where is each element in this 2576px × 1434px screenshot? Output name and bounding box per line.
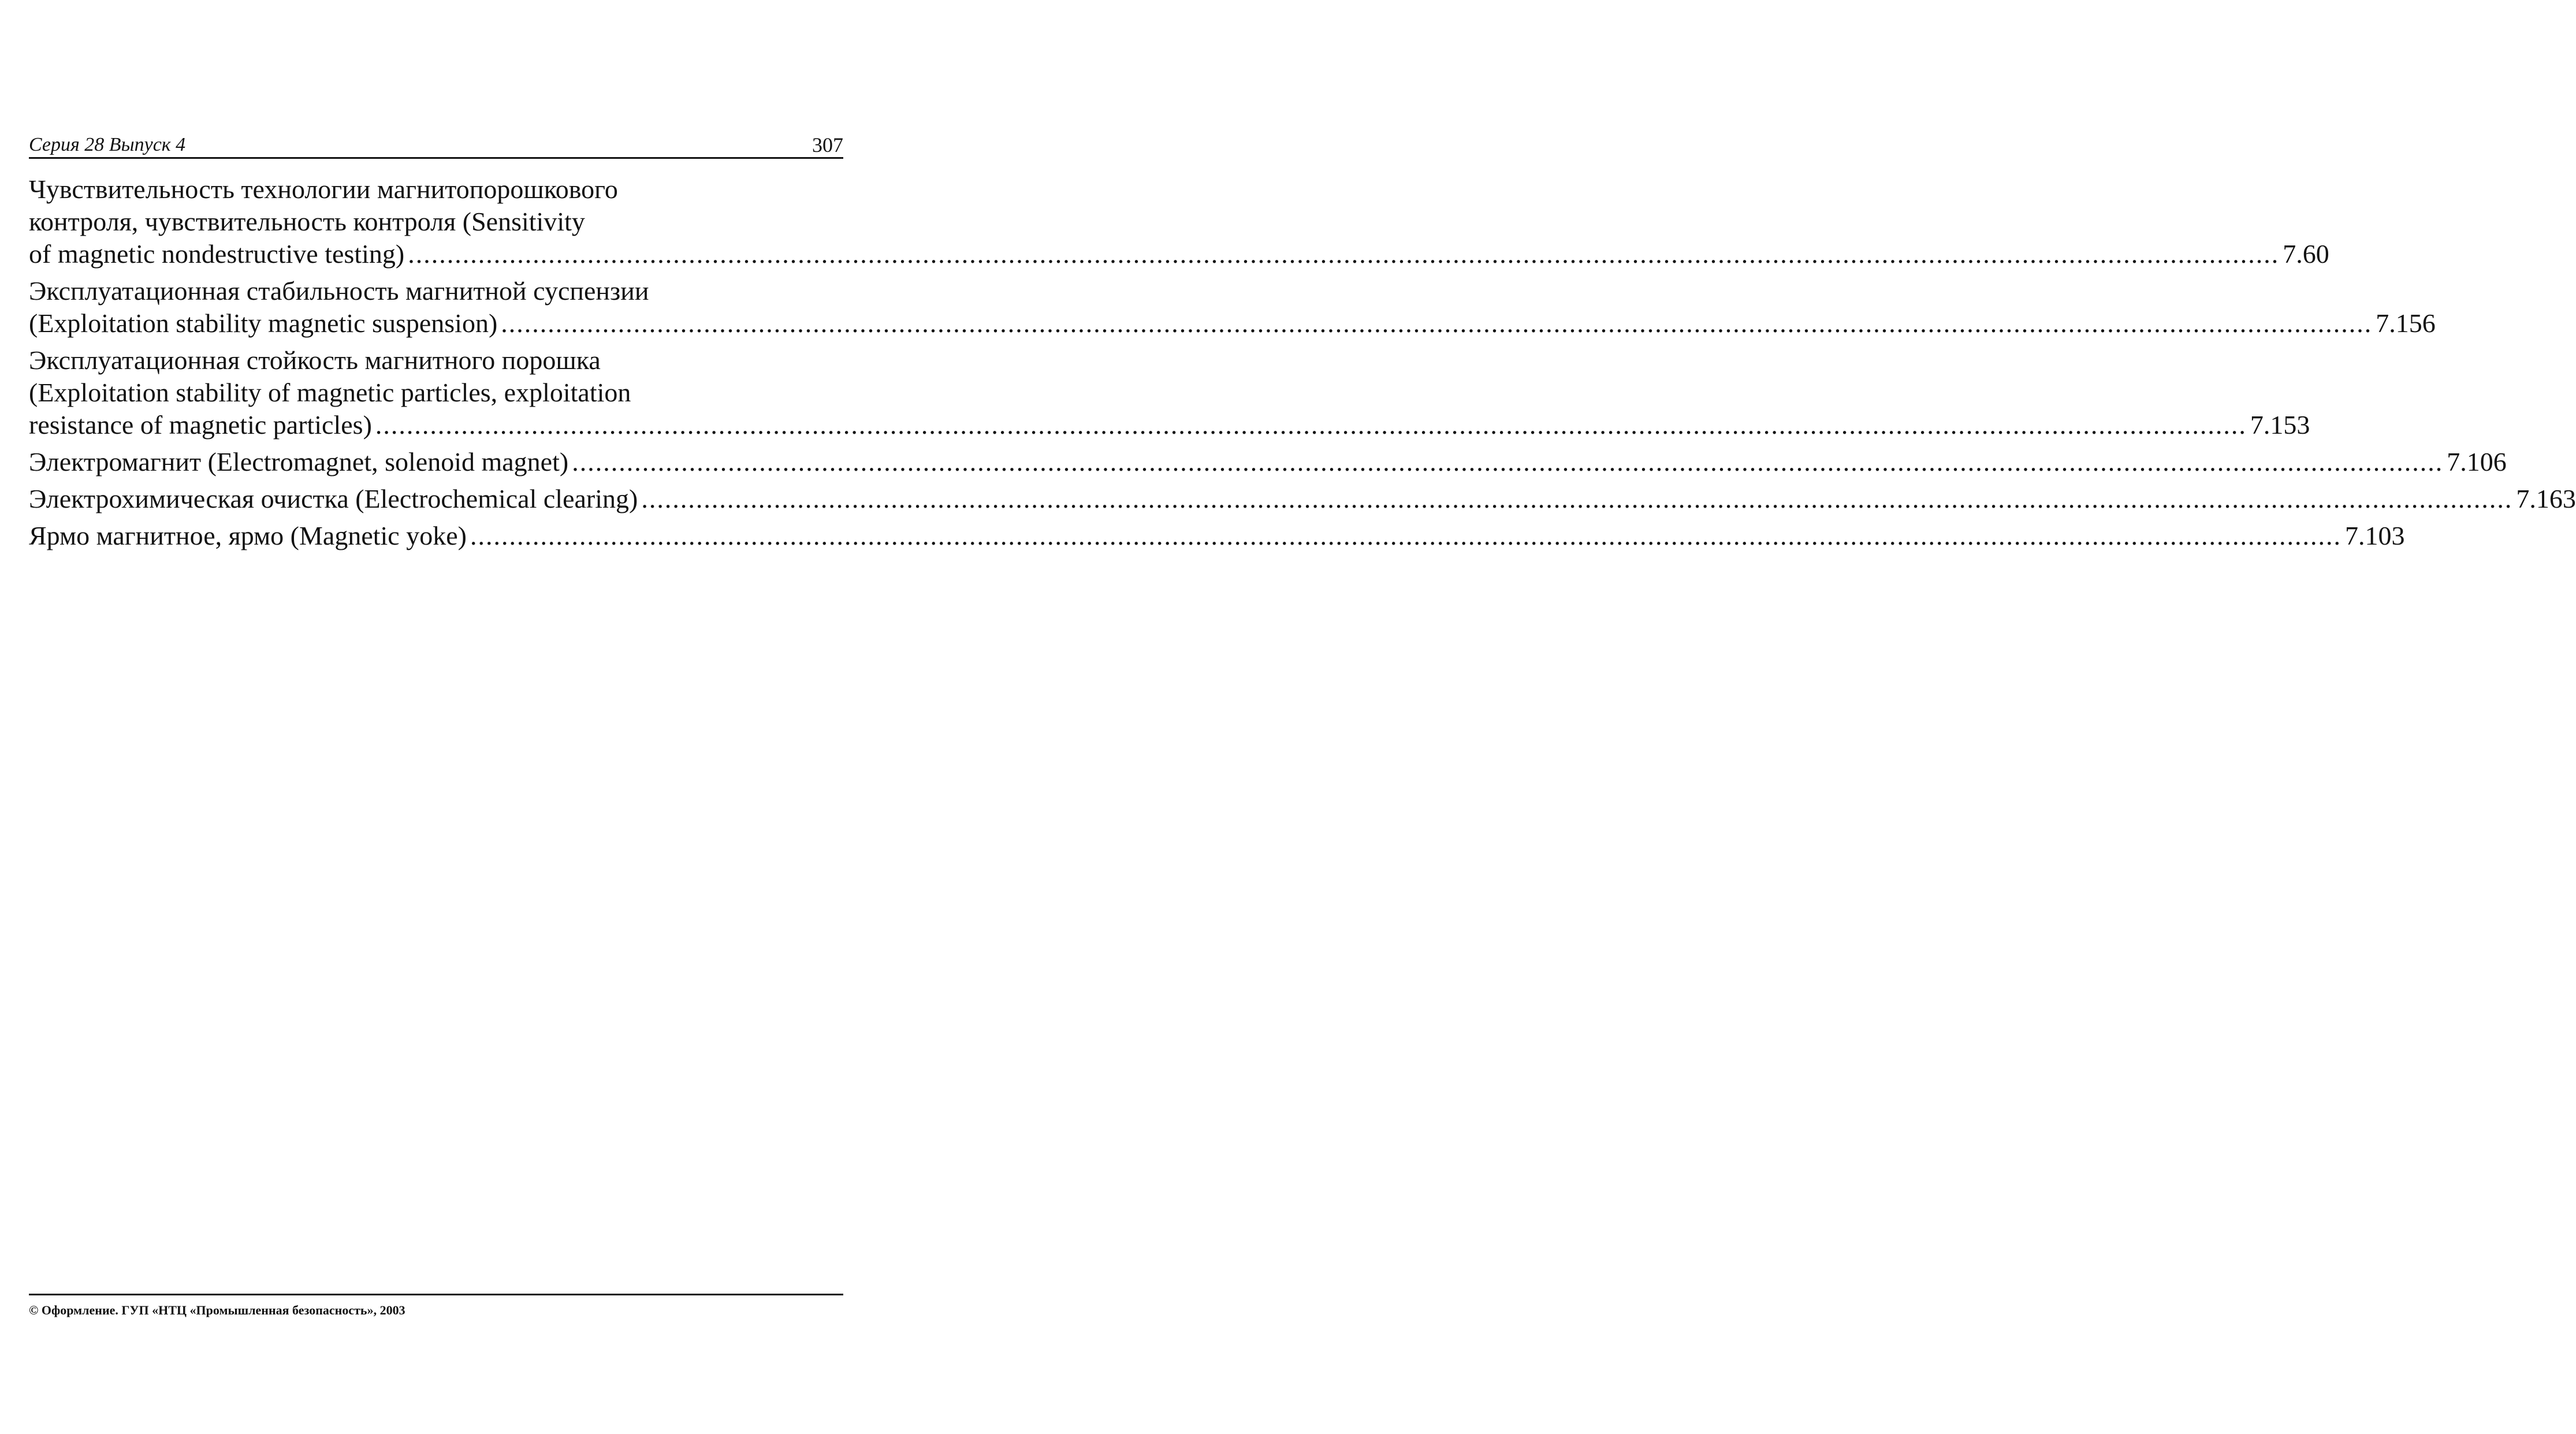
dot-leader: ................................................................................................................................................................................................................................................	[375, 410, 2247, 439]
entry-last-line	[29, 238, 2329, 270]
entry-line: Эксплуатационная стабильность магнитной суспензии	[29, 276, 649, 306]
running-header	[29, 133, 843, 159]
index-entry	[29, 446, 2507, 478]
index-entry	[29, 520, 2405, 552]
series-title: Серия 28 Выпуск 4	[29, 134, 186, 155]
entry-reference: 7.106	[2447, 447, 2507, 476]
dot-leader: ................................................................................................................................................................................................................................................	[501, 308, 2373, 338]
entry-text: of magnetic nondestructive testing)	[29, 239, 405, 269]
entry-last-line	[29, 307, 2436, 340]
entry-text: Ярмо магнитное, ярмо (Magnetic yoke)	[29, 521, 467, 550]
index-entry	[29, 483, 2576, 515]
dot-leader: ................................................................................................................................................................................................................................................	[641, 484, 2513, 513]
dot-leader: ................................................................................................................................................................................................................................................	[408, 239, 2280, 269]
index-entry	[29, 344, 2310, 441]
entry-text: Электромагнит (Electromagnet, solenoid magnet)	[29, 447, 569, 476]
dot-leader: ................................................................................................................................................................................................................................................	[572, 447, 2444, 476]
entry-lines	[29, 173, 843, 238]
index-list	[29, 173, 2576, 557]
page-number: 307	[812, 133, 843, 157]
entry-reference: 7.103	[2344, 521, 2405, 550]
entry-line: Эксплуатационная стойкость магнитного порошка	[29, 345, 601, 375]
dot-leader: ................................................................................................................................................................................................................................................	[470, 521, 2342, 550]
copyright-footer	[29, 1294, 843, 1318]
entry-text: Электрохимическая очистка (Electrochemical clearing)	[29, 484, 638, 513]
entry-line: контроля, чувствительность контроля (Sensitivity	[29, 207, 585, 236]
entry-text: resistance of magnetic particles)	[29, 410, 372, 439]
copyright-text: © Оформление. ГУП «НТЦ «Промышленная безопасность», 2003	[29, 1303, 405, 1317]
entry-reference: 7.156	[2376, 308, 2436, 338]
entry-lines	[29, 344, 843, 409]
entry-lines	[29, 275, 843, 307]
index-entry	[29, 275, 2436, 340]
entry-last-line	[29, 446, 2507, 478]
entry-line: Чувствительность технологии магнитопорошкового	[29, 174, 618, 204]
entry-reference: 7.163	[2516, 484, 2576, 513]
entry-text: (Exploitation stability magnetic suspension)	[29, 308, 498, 338]
entry-reference: 7.60	[2283, 239, 2329, 269]
entry-last-line	[29, 520, 2405, 552]
index-entry	[29, 173, 2329, 270]
entry-reference: 7.153	[2250, 410, 2310, 439]
entry-line: (Exploitation stability of magnetic particles, exploitation	[29, 378, 631, 407]
entry-last-line	[29, 483, 2576, 515]
entry-last-line	[29, 409, 2310, 441]
